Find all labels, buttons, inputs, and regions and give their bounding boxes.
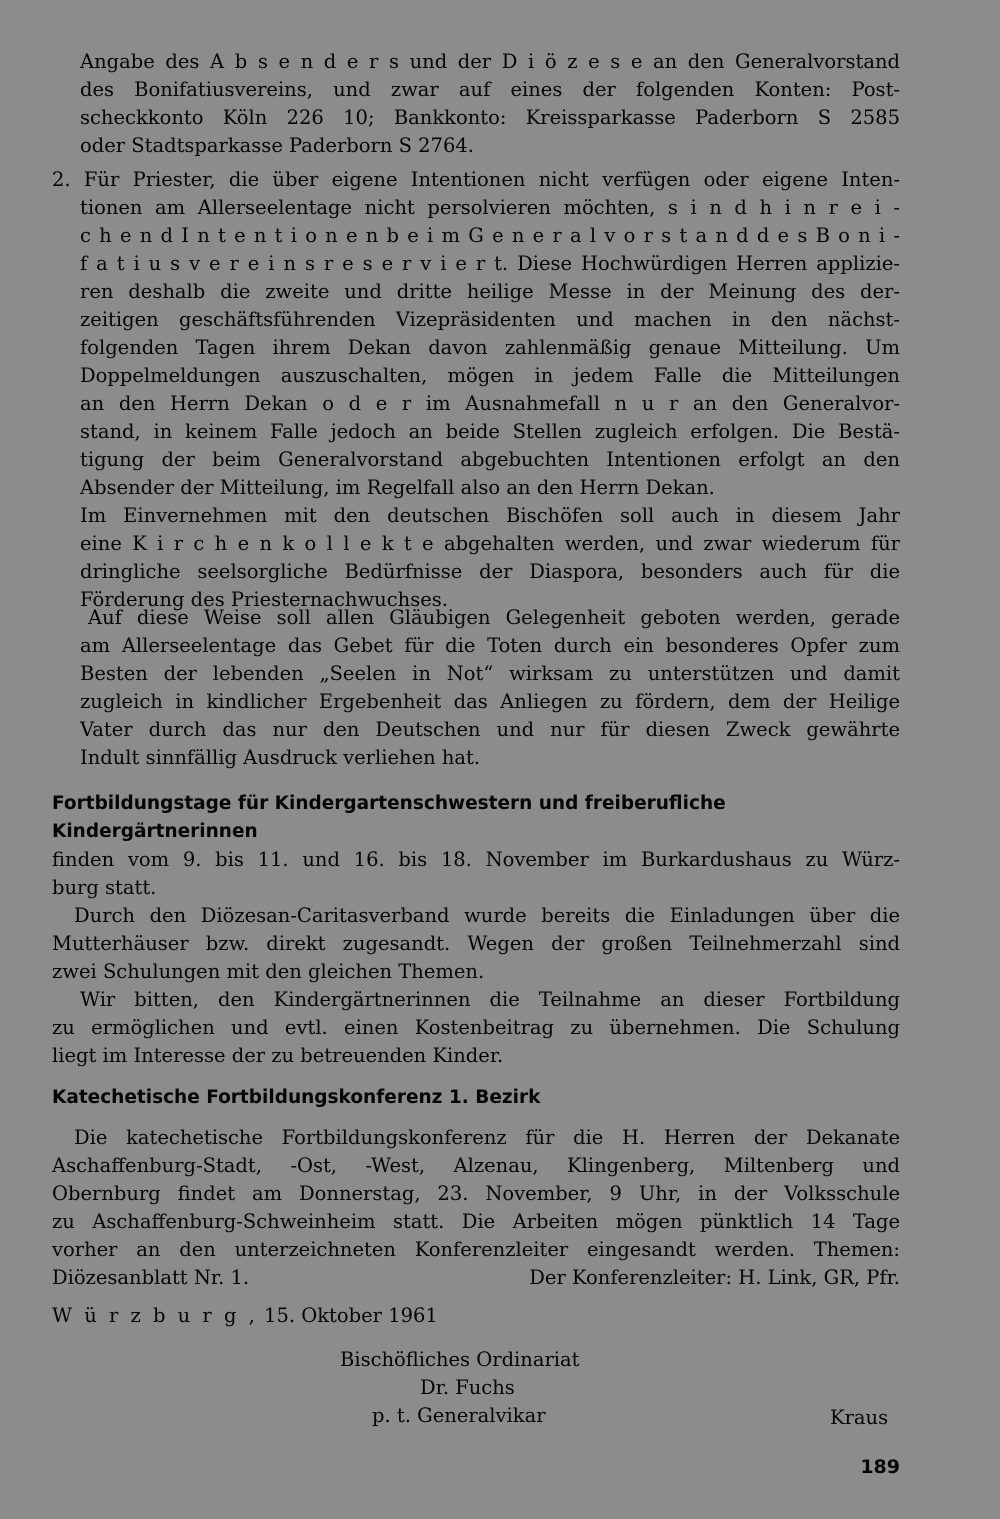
text-line: stand, in keinem Falle jedoch an beide Stellen zugleich erfolgen. Die Bestä- <box>80 420 900 443</box>
heading-katechetische <box>52 1084 912 1112</box>
text-line: liegt im Interesse der zu betreuenden Kinder. <box>52 1044 504 1067</box>
text-line: scheckkonto Köln 226 10; Bankkonto: Kreissparkasse Paderborn S 2585 <box>80 106 900 129</box>
section-priests <box>52 166 900 502</box>
text-line: zugleich in kindlicher Ergebenheit das Anliegen zu fördern, dem der Heilige <box>80 690 900 713</box>
section-bonifatius <box>80 48 900 160</box>
heading-line: Fortbildungstage für Kindergartenschwestern und freiberufliche <box>52 793 726 814</box>
text-line: Vater durch das nur den Deutschen und nur für diesen Zweck gewährte <box>80 718 900 741</box>
text-line: Indult sinnfällig Ausdruck verliehen hat. <box>80 746 481 769</box>
text-line: oder Stadtsparkasse Paderborn S 2764. <box>80 134 474 157</box>
text-line: Angabe des A b s e n d e r s und der D i ö z e s e an den Generalvorstand <box>80 50 900 73</box>
conference-leader: Der Konferenzleiter: H. Link, GR, Pfr. <box>529 1266 900 1289</box>
text-line: am Allerseelentage das Gebet für die Toten durch ein besonderes Opfer zum <box>80 634 900 657</box>
signature-name: Dr. Fuchs <box>420 1376 515 1399</box>
text-line: zu Aschaffenburg-Schweinheim statt. Die Arbeiten mögen pünktlich 14 Tage <box>52 1210 900 1233</box>
page-number: 189 <box>860 1456 900 1478</box>
text-line: eine K i r c h e n k o l l e k t e abgehalten werden, und zwar wiederum für <box>80 532 900 555</box>
text-line: tionen am Allerseelentage nicht persolvieren möchten, s i n d h i n r e i - <box>80 196 900 219</box>
signature-office: Bischöfliches Ordinariat <box>340 1348 580 1371</box>
section-prayer <box>80 604 900 772</box>
text-line: folgenden Tagen ihrem Dekan davon zahlenmäßig genaue Mitteilung. Um <box>80 336 900 359</box>
text-line: 2. Für Priester, die über eigene Intentionen nicht verfügen oder eigene Inten- <box>52 168 900 191</box>
text-line: zeitigen geschäftsführenden Vizepräsidenten und machen in den nächst- <box>80 308 900 331</box>
text-line: dringliche seelsorgliche Bedürfnisse der Diaspora, besonders auch für die <box>80 560 900 583</box>
text-line: Auf diese Weise soll allen Gläubigen Gelegenheit geboten werden, gerade <box>88 606 900 629</box>
section-katechetische <box>52 1124 900 1292</box>
signature-role: p. t. Generalvikar <box>372 1404 546 1427</box>
heading-line: Katechetische Fortbildungskonferenz 1. Bezirk <box>52 1087 541 1108</box>
section-kindergarten <box>52 846 900 1070</box>
text-line: des Bonifatiusvereins, und zwar auf eines der folgenden Konten: Post- <box>80 78 900 101</box>
text-line: Besten der lebenden „Seelen in Not“ wirksam zu unterstützen und damit <box>80 662 900 685</box>
text-line: ren deshalb die zweite und dritte heilige Messe in der Meinung des der- <box>80 280 900 303</box>
text-line: an den Herrn Dekan o d e r im Ausnahmefall n u r an den Generalvor- <box>80 392 900 415</box>
text-line: zwei Schulungen mit den gleichen Themen. <box>52 960 485 983</box>
text-line: Förderung des Priesternachwuchses. <box>80 588 448 611</box>
text-line: c h e n d I n t e n t i o n e n b e i m G e n e r a l v o r s t a n d d e s B o n i - <box>80 224 900 247</box>
text-line: finden vom 9. bis 11. und 16. bis 18. November im Burkardushaus zu Würz- <box>52 848 900 871</box>
date-place: W ü r z b u r g , <box>52 1304 258 1327</box>
text-line: Aschaffenburg-Stadt, -Ost, -West, Alzenau, Klingenberg, Miltenberg und <box>52 1154 900 1177</box>
text-line: burg statt. <box>52 876 157 899</box>
text-line: Obernburg findet am Donnerstag, 23. November, 9 Uhr, in der Volksschule <box>52 1182 900 1205</box>
heading-line: Kindergärtnerinnen <box>52 821 258 842</box>
text-line: Die katechetische Fortbildungskonferenz für die H. Herren der Dekanate <box>74 1126 900 1149</box>
heading-kindergarten <box>52 790 912 846</box>
date: 15. Oktober 1961 <box>264 1304 438 1327</box>
section-collection <box>80 502 900 614</box>
text-line: f a t i u s v e r e i n s r e s e r v i e r t. Diese Hochwürdigen Herren applizie- <box>80 252 900 275</box>
signature-second: Kraus <box>830 1406 889 1429</box>
text-line: zu ermöglichen und evtl. einen Kostenbeitrag zu übernehmen. Die Schulung <box>52 1016 900 1039</box>
reference-text: Diözesanblatt Nr. 1. <box>52 1266 250 1289</box>
text-line: Im Einvernehmen mit den deutschen Bischöfen soll auch in diesem Jahr <box>80 504 900 527</box>
text-line: tigung der beim Generalvorstand abgebuchten Intentionen erfolgt an den <box>80 448 900 471</box>
date-line <box>52 1302 438 1330</box>
text-line: Durch den Diözesan-Caritasverband wurde bereits die Einladungen über die <box>74 904 900 927</box>
text-line: Absender der Mitteilung, im Regelfall also an den Herrn Dekan. <box>80 476 715 499</box>
text-line <box>52 1264 900 1292</box>
text-line: vorher an den unterzeichneten Konferenzleiter eingesandt werden. Themen: <box>52 1238 900 1261</box>
text-line: Mutterhäuser bzw. direkt zugesandt. Wegen der großen Teilnehmerzahl sind <box>52 932 900 955</box>
text-line: Doppelmeldungen auszuschalten, mögen in jedem Falle die Mitteilungen <box>80 364 900 387</box>
text-line: Wir bitten, den Kindergärtnerinnen die Teilnahme an dieser Fortbildung <box>80 988 900 1011</box>
